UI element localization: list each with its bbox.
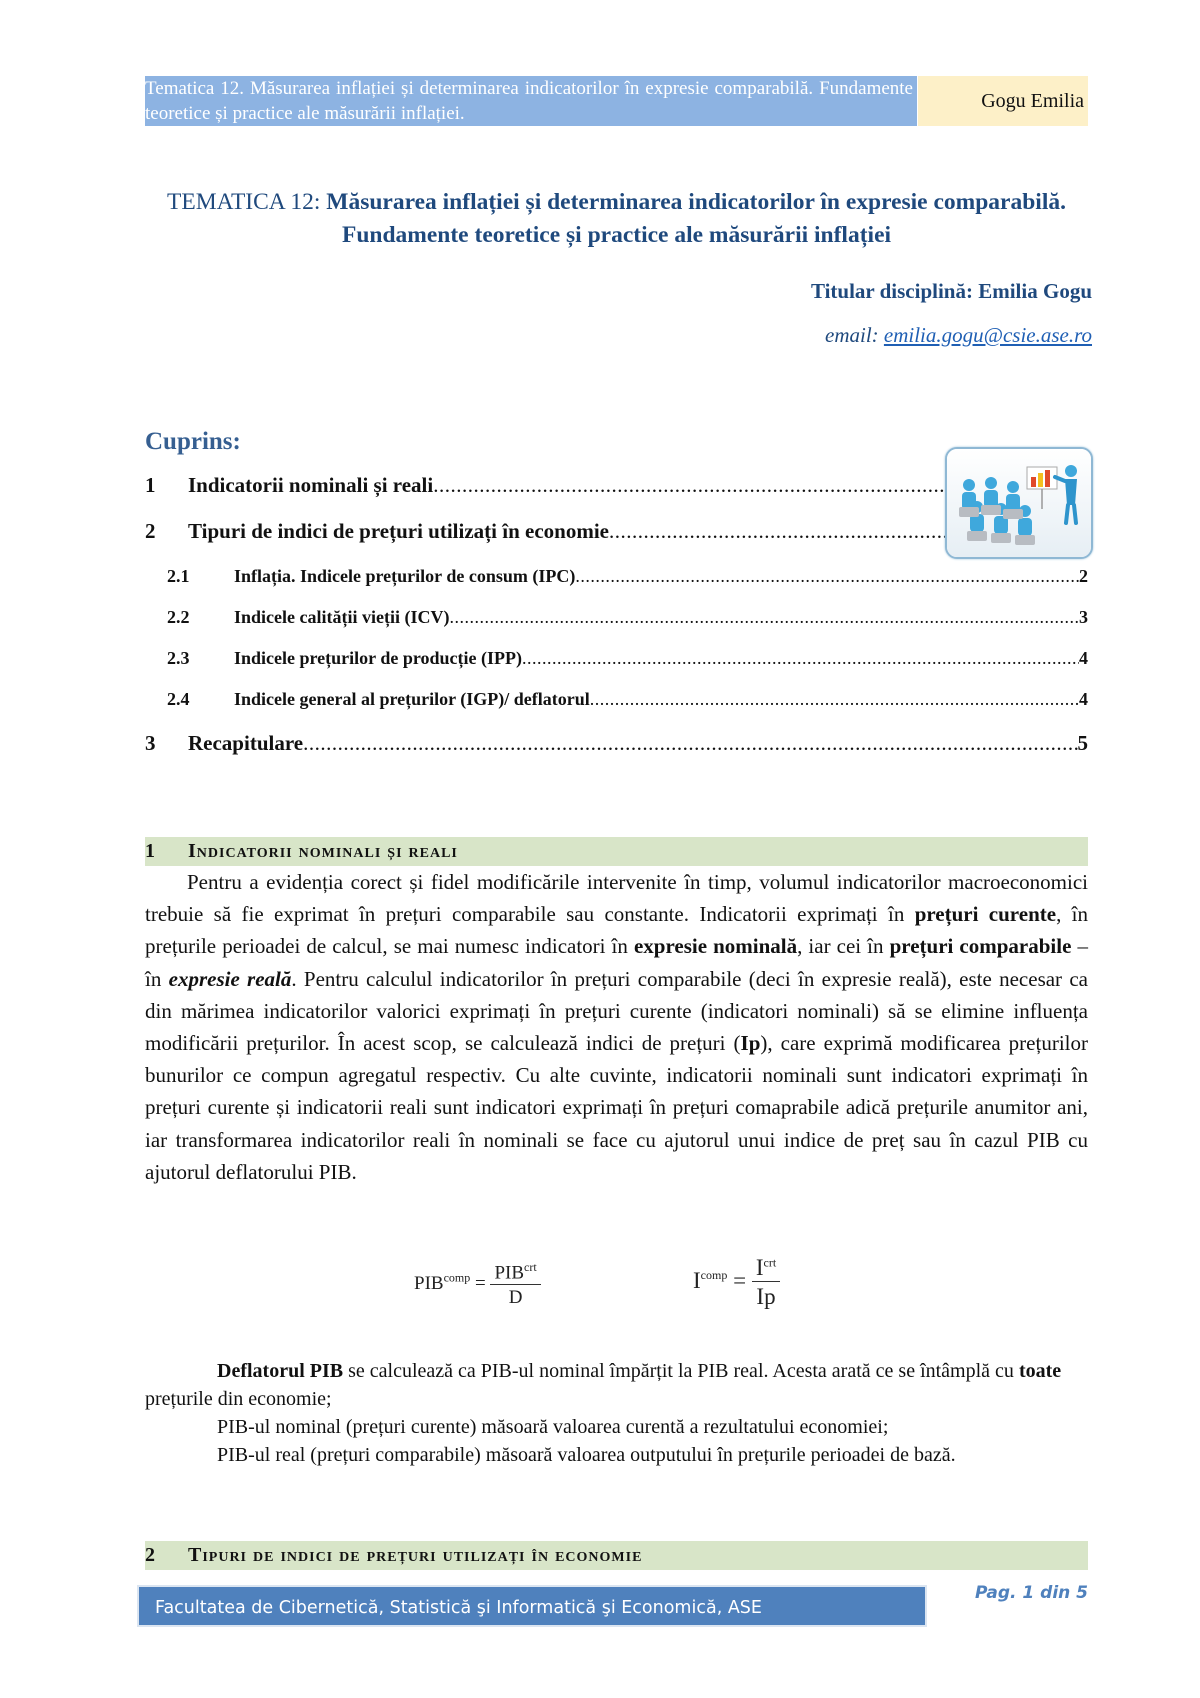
formula-fraction [490,1260,540,1309]
text-bold: Deflatorul PIB [217,1360,344,1382]
text-run: . Pentru calculul indicatorilor în prețuri comparabile (deci în expresie reală), este necesar ca din mărimea indicatorilor valorici exprimați în prețuri curente (indicatori nominali) să se elimine influența modificării prețurilor. În acest scop, se calculează indici de prețuri ( [145,966,1088,1056]
toc-item-label: Indicele prețurilor de producție (IPP) [234,648,522,668]
text-run: se calculează ca PIB-ul nominal împărțit la PIB real. Acesta arată ce se întâmplă cu [343,1360,1019,1382]
formula-num: PIB [494,1262,525,1284]
email-link[interactable]: emilia.gogu@csie.ase.ro [883,323,1092,347]
toc-item-page: 3 [1079,607,1088,627]
document-title [145,186,1088,252]
toc-item[interactable] [145,689,1088,710]
toc-item-label: Tipuri de indici de prețuri utilizați în economie [188,519,609,543]
toc-item-label: Inflația. Indicele prețurilor de consum (IPC) [234,566,576,586]
text-run: , în prețurile perioadei de calcul, se mai numesc indicatori în [145,902,1088,959]
section-title: Indicatorii nominali și reali [188,840,458,862]
text-bold: prețuri comparabile [889,934,1072,959]
section-number: 2 [145,1544,155,1566]
title-text: Măsurarea inflației și determinarea indicatorilor în expresie comparabilă. Fundamente teoretice și practice ale măsurării inflației [326,189,1066,248]
formula-den: Ip [756,1284,776,1309]
toc-item-page: 4 [1079,648,1088,668]
section-title: Tipuri de indici de prețuri utilizați în economie [188,1544,643,1566]
titular-line: Titular disciplină: Emilia Gogu [810,279,1092,303]
formula-sup: crt [763,1255,777,1270]
deflator-paragraph [145,1357,1088,1413]
text-bold: toate [1018,1360,1062,1382]
text-bold: prețuri curente [914,902,1057,927]
toc-leader-dots [303,731,1077,756]
toc-leader-dots [575,566,1079,587]
text-run: PIB-ul real (prețuri comparabile) măsoară valoarea outputului în prețurile perioadei de bază. [217,1444,956,1466]
header-author-name: Gogu Emilia [981,89,1084,112]
toc-item-label: Indicele general al prețurilor (IGP)/ deflatorul [234,689,590,709]
text-run: ), care exprimă modificarea prețurilor bunurilor ce compun agregatul respectiv. Cu alte cuvinte, indicatorii nominali sunt indicatori exprimați în prețuri curente și indicatorii reali sunt indicatori exprimați în prețuri comaprabile adică prețurile anumitor ani, iar transformarea indicatorilor reali în nominali se face cu ajutorul unui indice de preț sau în cazul PIB cu ajutorul deflatorului PIB. [145,1031,1088,1184]
toc-item-number: 3 [145,731,156,755]
formula-sup: crt [524,1260,537,1274]
section-1-paragraph [145,866,1088,1188]
toc-item-number: 2.2 [167,607,190,627]
toc-item-number: 2.4 [167,689,190,709]
formula-lhs: I [693,1267,701,1293]
title-prefix: TEMATICA 12: [166,189,321,215]
formula-sup: comp [700,1268,728,1283]
nominal-pib-paragraph [145,1413,1088,1441]
text-bold-italic: expresie reală [168,966,292,991]
header-author [918,76,1088,126]
text-run: Pentru a evidenția corect și fidel modificările intervenite în timp, volumul indicatorilor macroeconomici trebuie să fie exprimat în prețuri comparabile sau constante. Indicatorii exprimați în [145,870,1088,927]
text-bold: Ip [740,1031,761,1056]
section-number: 1 [145,840,155,862]
toc-leader-dots [522,648,1079,669]
presentation-clipart-icon [947,449,1091,557]
toc-item[interactable] [145,648,1088,669]
formula-pib [414,1260,541,1309]
toc-item[interactable] [145,731,1088,756]
formula-eq: = [475,1273,486,1295]
toc-item-number: 1 [145,473,156,497]
email-line [825,323,1092,348]
toc-item-number: 2 [145,519,156,543]
toc-leader-dots [449,607,1079,628]
formula-lhs: PIB [414,1273,444,1295]
toc-item[interactable] [145,566,1088,587]
formula-num: I [755,1255,764,1280]
toc-item-page: 4 [1079,689,1088,709]
footer-institution: Facultatea de Cibernetică, Statistică şi Informatică şi Economică, ASE [137,1585,927,1627]
text-run: , iar cei în [797,934,890,959]
toc-item-label: Indicatorii nominali și reali [188,473,434,497]
toc-item-label: Recapitulare [188,731,304,755]
toc-item-number: 2.3 [167,648,190,668]
toc-item-page: 5 [1077,731,1088,755]
formula-sup: comp [443,1270,471,1285]
text-run: – în [145,934,1088,991]
formula-fraction [752,1255,780,1310]
toc-item-page: 2 [1079,566,1088,586]
page-number: Pag. 1 din 5 [975,1583,1088,1603]
formula-index [693,1255,780,1310]
email-label: email: [825,323,879,347]
formula-eq: = [733,1267,747,1293]
presentation-illustration [945,447,1093,559]
text-run: PIB-ul nominal (prețuri curente) măsoară valoarea curentă a rezultatului economiei; [217,1416,889,1438]
formula-den: D [508,1287,523,1309]
toc-item-number: 2.1 [167,566,190,586]
text-run: prețurile din economie; [145,1388,332,1410]
header-title: Tematica 12. Măsurarea inflației și determinarea indicatorilor în expresie comparabilă. Fundamente teoretice și practice ale măsurării inflației. [145,76,917,126]
toc-leader-dots [590,689,1079,710]
section-1-heading [145,837,1088,866]
toc-item[interactable] [145,607,1088,628]
text-bold: expresie nominală [633,934,798,959]
real-pib-paragraph [145,1441,1088,1469]
toc-heading: Cuprins: [145,428,241,455]
formulas [400,1255,850,1335]
section-2-heading [145,1541,1088,1570]
toc-item-label: Indicele calității vieții (ICV) [234,607,450,627]
